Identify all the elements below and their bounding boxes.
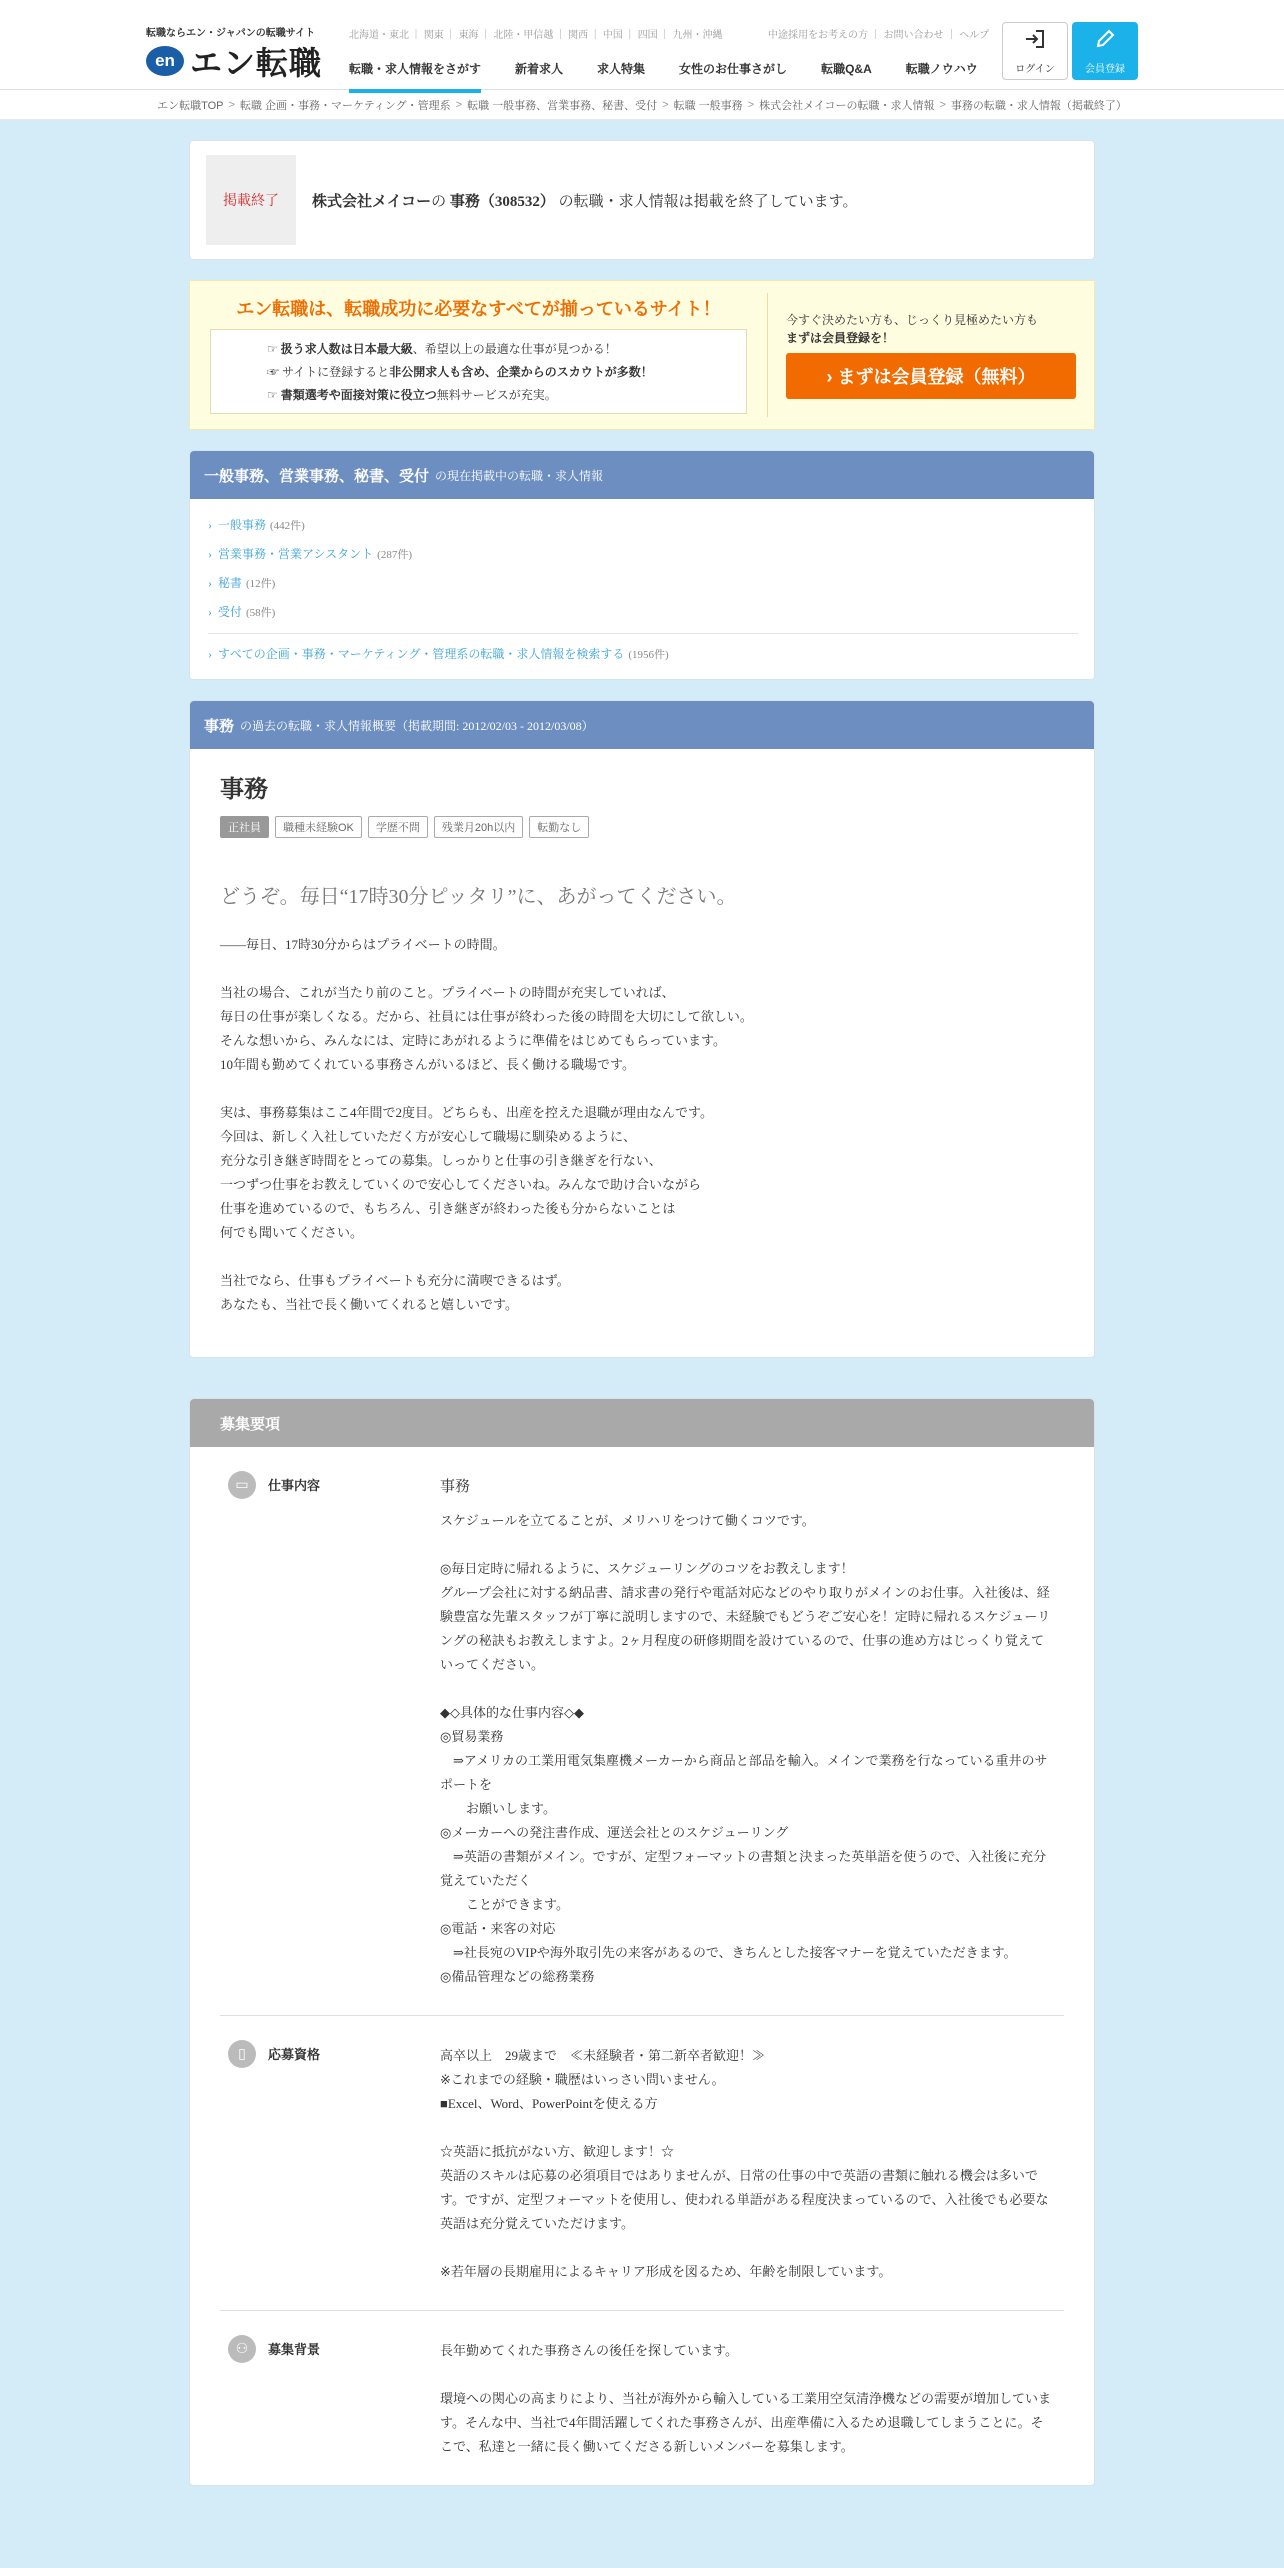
current-listings — [189, 450, 1095, 680]
req-text: 高卒以上 29歳まで ≪未経験者・第二新卒者歓迎！≫ ※これまでの経験・職歴はいっさい問いません。 ■Excel、Word、PowerPointを使える方 ☆英語に抵抗がない方、歓迎します！☆ 英語のスキルは応募の必須項目ではありませんが、日常の仕事の中で英語の書類に触れる機会は多いです。ですが、定型フォーマットを使用し、使われる単語がある程度決まっているので、入社後でも必要な英語は充分覚えていただけます。 ※若年層の長期雇用によるキャリア形成を図るため、年齢を制限しています。 — [440, 2048, 1049, 2279]
category-link[interactable]: › 営業事務・営業アシスタント (287件) — [208, 547, 412, 561]
site-logo[interactable] — [146, 38, 322, 84]
region-link[interactable]: 関西 — [568, 30, 589, 41]
region-link[interactable]: 北海道・東北 — [349, 30, 409, 41]
nav-knowhow[interactable]: 転職ノウハウ — [905, 62, 978, 76]
promo-features — [190, 293, 768, 417]
site-tagline: 転職ならエン・ジャパンの転職サイト — [146, 28, 316, 39]
current-listings-header: 一般事務、営業事務、秘書、受付 の現在掲載中の転職・求人情報 — [190, 451, 1094, 499]
region-link[interactable]: 北陸・甲信越 — [493, 30, 554, 41]
promo-item: ☞ 扱う求人数は日本最大級、希望以上の最適な仕事が見つかる！ — [267, 342, 617, 356]
region-link[interactable]: 四国 — [637, 30, 658, 41]
main-content — [189, 140, 1095, 2486]
login-icon — [1024, 28, 1046, 56]
req-subtitle: 事務 — [440, 1479, 471, 1495]
current-category-title: 一般事務、営業事務、秘書、受付 — [204, 468, 430, 485]
breadcrumb-current: 事務の転職・求人情報（掲載終了） — [950, 99, 1127, 112]
ended-badge: 掲載終了 — [206, 155, 296, 245]
region-links: 北海道・東北 ｜ 関東 ｜ 東海 ｜ 北陸・甲信越 ｜ 関西 ｜ 中国 ｜ 四国 ｜ 九州・沖縄 — [349, 30, 723, 41]
tag-employment-type: 正社員 — [220, 816, 269, 838]
all-category-link[interactable]: › すべての企画・事務・マーケティング・管理系の転職・求人情報を検索する (1956件) — [208, 633, 1078, 669]
ended-notice — [189, 140, 1095, 260]
logo-text: エン転職 — [190, 44, 323, 82]
pencil-icon — [1094, 28, 1116, 56]
register-free-button[interactable]: › まずは会員登録（無料） — [786, 353, 1076, 399]
bookmark-icon: ▯ — [228, 2040, 256, 2068]
requirements-header: 募集要項 — [190, 1399, 1094, 1447]
nav-new-jobs[interactable]: 新着求人 — [515, 62, 564, 76]
tag: 学歴不問 — [368, 816, 428, 838]
company-name: 株式会社メイコー — [312, 193, 432, 210]
ended-message: 株式会社メイコーの 事務（308532） の転職・求人情報は掲載を終了しています。 — [312, 193, 858, 210]
catch-copy: どうぞ。毎日“17時30分ピッタリ”に、あがってください。 — [220, 886, 737, 908]
promo-cta-bold: まずは会員登録を！ — [786, 331, 895, 345]
promo-cta-text: 今すぐ決めたい方も、じっくり見極めたい方も — [786, 313, 1039, 327]
region-link[interactable]: 中国 — [602, 30, 623, 41]
region-link[interactable]: 関東 — [423, 30, 444, 41]
promo-title: エン転職は、転職成功に必要なすべてが揃っているサイト！ — [236, 299, 721, 319]
site-header — [0, 0, 1284, 90]
login-label: ログイン — [1015, 63, 1055, 75]
promo-cta — [768, 281, 1094, 429]
breadcrumb-item[interactable]: エン転職TOP — [157, 99, 224, 112]
req-label: 応募資格 — [268, 2047, 321, 2062]
register-button[interactable] — [1072, 22, 1138, 80]
promo-banner — [189, 280, 1095, 430]
category-link[interactable]: › 一般事務 (442件) — [208, 518, 305, 532]
tag: 職種未経験OK — [275, 816, 362, 838]
promo-list — [210, 329, 747, 414]
promo-item: ☞ サイトに登録すると非公開求人も含め、企業からのスカウトが多数！ — [267, 365, 653, 379]
region-link[interactable]: 東海 — [458, 30, 479, 41]
job-title: 事務 — [220, 777, 268, 803]
nav-job-search[interactable]: 転職・求人情報をさがす — [349, 60, 481, 93]
register-label: 会員登録 — [1085, 63, 1125, 75]
utility-links[interactable]: 中途採用をお考えの方 ｜ お問い合わせ ｜ ヘルプ — [768, 30, 990, 41]
past-listing — [189, 700, 1095, 1358]
breadcrumb-item[interactable]: 転職 企画・事務・マーケティング・管理系 — [239, 99, 451, 112]
nav-women-jobs[interactable]: 女性のお仕事さがし — [679, 62, 788, 76]
req-row-qualifications — [220, 2016, 1064, 2311]
requirements — [189, 1398, 1095, 2486]
job-tags — [220, 816, 1064, 838]
nav-qa[interactable]: 転職Q&A — [821, 62, 872, 76]
req-text: スケジュールを立てることが、メリハリをつけて働くコツです。 ◎毎日定時に帰れるように、スケジューリングのコツをお教えします！ グループ会社に対する納品書、請求書の発行や電話対応などのやり取りがメインのお仕事。入社後は、経験豊富な先輩スタッフが丁寧に説明しますので、未経験でもどうぞご安心を！定時に帰れるスケジューリングの秘訣もお教えしますよ。2ヶ月程度の研修期間を設けているので、仕事の進め方はじっくり覚えていってください。 ◆◇具体的な仕事内容◇◆ ◎貿易業務 ⇒アメリカの工業用電気集塵機メーカーから商品と部品を輸入。メインで業務を行なっている重井のサポートを お願いします。 ◎メーカーへの発注書作成、運送会社とのスケジューリング ⇒英語の書類がメイン。ですが、定型フォーマットの書類と決まった英単語を使うので、入社後に充分覚えていただく ことができます。 ◎電話・来客の対応 ⇒社長宛のVIPや海外取引先の来客があるので、きちんとした接客マナーを覚えていただきます。 ◎備品管理などの総務業務 — [440, 1513, 1051, 1984]
tag: 転勤なし — [529, 816, 589, 838]
briefcase-icon: ▭ — [228, 1471, 256, 1499]
breadcrumb-item[interactable]: 株式会社メイコーの転職・求人情報 — [759, 99, 935, 112]
breadcrumb: エン転職TOP > 転職 企画・事務・マーケティング・管理系 > 転職 一般事務、営業事務、秘書、受付 > 転職 一般事務 > 株式会社メイコーの転職・求人情報 > 事務の転職・求人情報（掲載終了） — [0, 90, 1284, 120]
promo-item: ☞ 書類選考や面接対策に役立つ無料サービスが充実。 — [267, 388, 557, 402]
nav-features[interactable]: 求人特集 — [597, 62, 646, 76]
req-row-job-content — [220, 1447, 1064, 2016]
req-text: 長年勤めてくれた事務さんの後任を探しています。 環境への関心の高まりにより、当社が海外から輸入している工業用空気清浄機などの需要が増加しています。そんな中、当社で4年間活躍してくれた事務さんが、出産準備に入るため退職してしまうことに。そこで、私達と一緒に長く働いてくださる新しいメンバーを募集します。 — [440, 2343, 1052, 2454]
breadcrumb-item[interactable]: 転職 一般事務、営業事務、秘書、受付 — [467, 99, 658, 112]
req-label: 仕事内容 — [268, 1478, 321, 1493]
req-label: 募集背景 — [268, 2342, 321, 2357]
logo-en-mark: en — [146, 46, 184, 76]
region-link[interactable]: 九州・沖縄 — [672, 30, 723, 41]
category-link[interactable]: › 受付 (58件) — [208, 605, 276, 619]
breadcrumb-item[interactable]: 転職 一般事務 — [673, 99, 743, 112]
req-row-background — [220, 2311, 1064, 2485]
lead-text: ——毎日、17時30分からはプライベートの時間。 当社の場合、これが当たり前のこと。プライベートの時間が充実していれば、 毎日の仕事が楽しくなる。だから、社員には仕事が終わった後の時間を大切にして欲しい。 そんな想いから、みんなには、定時にあがれるように準備をはじめてもらっています。 10年間も勤めてくれている事務さんがいるほど、長く働ける職場です。 実は、事務募集はここ4年間で2度目。どちらも、出産を控えた退職が理由なんです。 今回は、新しく入社していただく方が安心して職場に馴染めるように、 充分な引き継ぎ時間をとっての募集。しっかりと仕事の引き継ぎを行ない、 一つずつ仕事をお教えしていくので安心してくださいね。みんなで助け合いながら 仕事を進めているので、もちろん、引き継ぎが終わった後も分からないことは 何でも聞いてください。 当社でなら、仕事もプライベートも充分に満喫できるはず。 あなたも、当社で長く働いてくれると嬉しいです。 — [220, 937, 753, 1312]
tag: 残業月20h以内 — [434, 816, 523, 838]
past-listing-header: 事務 の過去の転職・求人情報概要（掲載期間: 2012/02/03 - 2012/03/08） — [190, 701, 1094, 749]
login-button[interactable] — [1002, 22, 1068, 80]
category-link[interactable]: › 秘書 (12件) — [208, 576, 276, 590]
job-name: 事務（308532） — [449, 193, 555, 210]
global-nav — [349, 60, 1012, 93]
past-title: 事務 — [204, 718, 235, 735]
people-icon: ⚇ — [228, 2335, 256, 2363]
